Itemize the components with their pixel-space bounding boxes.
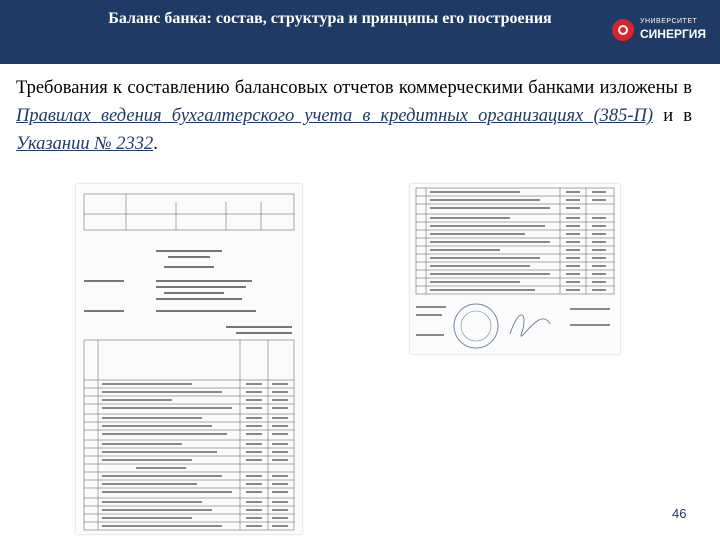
synergy-logo-icon (612, 19, 634, 41)
slide-header (0, 0, 720, 64)
logo-line1: УНИВЕРСИТЕТ (640, 18, 698, 25)
balance-sheet-scan-page2-image (410, 184, 620, 354)
balance-sheet-scan-image (76, 184, 302, 534)
slide-title: Баланс банка: состав, структура и принципы его построения (108, 10, 552, 27)
balance-sheet-scan-graphic (76, 184, 302, 534)
body-text-3: . (153, 134, 158, 154)
synergy-logo (612, 16, 712, 48)
rules-385p-link[interactable]: Правилах ведения бухгалтерского учета в кредитных организациях (385-П) (16, 106, 654, 126)
balance-sheet-page2-graphic (410, 184, 620, 354)
directive-2332-link[interactable]: Указании № 2332 (16, 134, 154, 154)
body-text-1: Требования к составлению балансовых отчетов коммерческими банками изложены в (16, 78, 692, 98)
body-text-2: и в (653, 106, 692, 126)
body-paragraph (16, 74, 692, 158)
page-number: 46 (672, 506, 687, 521)
logo-line2: СИНЕРГИЯ (640, 27, 707, 41)
